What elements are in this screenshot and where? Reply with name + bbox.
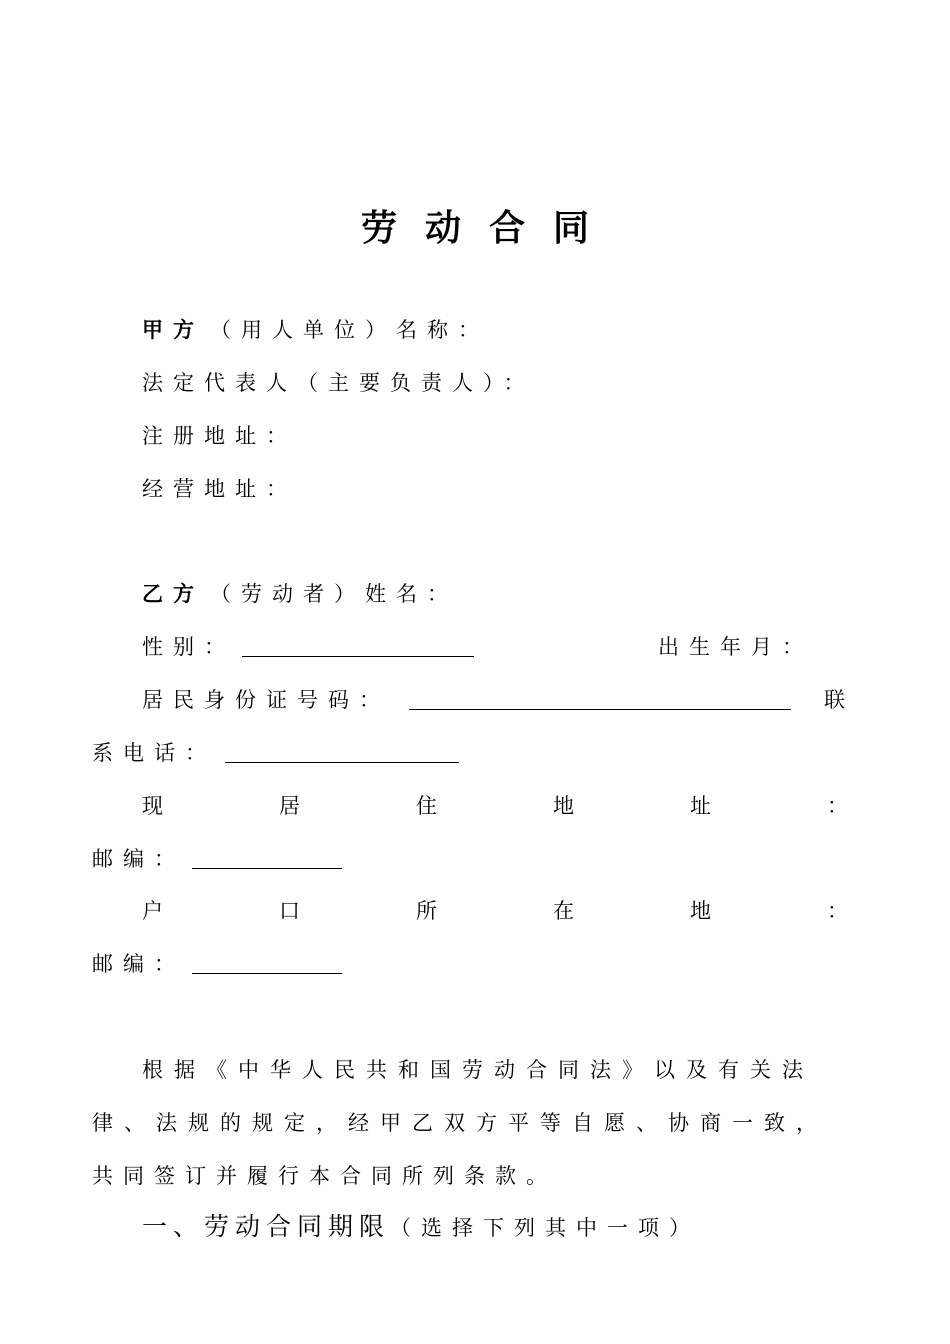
- preamble-line-2: 律、法规的规定，经甲乙双方平等自愿、协商一致，: [92, 1111, 828, 1135]
- document-title: 劳动合同: [360, 208, 617, 249]
- phone-row: [92, 738, 848, 768]
- party-a-label: 甲方: [142, 318, 204, 342]
- section-1-note: （选择下列其中一项）: [390, 1216, 701, 1240]
- preamble-line-1: 根据《中华人民共和国劳动合同法》以及有关法: [142, 1058, 814, 1082]
- postcode-field[interactable]: [192, 844, 342, 869]
- hukou-char-3: 在: [553, 899, 574, 923]
- party-a-name-row: [142, 315, 848, 345]
- id-row: [142, 685, 848, 715]
- hukou-char-0: 户: [142, 899, 163, 923]
- reg-address-row: 注册地址：: [142, 424, 297, 448]
- section-1-heading-row: [142, 1212, 848, 1242]
- gender-label: 性别：: [142, 635, 235, 659]
- hukou-row: [142, 896, 848, 926]
- current-address-char-2: 住: [416, 794, 437, 818]
- current-address-char-5: ：: [827, 794, 848, 818]
- postcode-label: 邮编：: [92, 847, 185, 871]
- current-address-char-3: 地: [553, 794, 574, 818]
- phone-label-part1: 联: [824, 688, 845, 712]
- preamble-line-3: 共同签订并履行本合同所列条款。: [92, 1164, 557, 1188]
- party-a-name-label: （用人单位）名称：: [210, 318, 489, 342]
- party-b-name-label: （劳动者）姓名：: [210, 582, 458, 606]
- hukou-char-4: 地: [690, 899, 711, 923]
- phone-label: 系电话：: [92, 741, 216, 765]
- hukou-char-5: ：: [827, 899, 848, 923]
- postcode-field-2[interactable]: [192, 949, 342, 974]
- current-address-char-4: 址: [690, 794, 711, 818]
- party-b-name-row: [142, 579, 848, 609]
- id-number-field[interactable]: [409, 685, 791, 710]
- gender-field[interactable]: [242, 632, 474, 657]
- hukou-char-2: 所: [416, 899, 437, 923]
- id-label: 居民身份证号码：: [142, 688, 390, 712]
- biz-address-row: 经营地址：: [142, 477, 297, 501]
- current-address-char-0: 现: [142, 794, 163, 818]
- current-address-row: [142, 791, 848, 821]
- postcode-row-2: [92, 949, 848, 979]
- gender-birth-row: [142, 632, 848, 662]
- hukou-char-1: 口: [279, 899, 300, 923]
- legal-rep-row: 法定代表人（主要负责人）：: [142, 371, 535, 395]
- postcode-row: [92, 844, 848, 874]
- party-b-label: 乙方: [142, 582, 204, 606]
- section-1-heading: 一、劳动合同期限: [142, 1212, 391, 1241]
- phone-field[interactable]: [225, 738, 459, 763]
- postcode-label-2: 邮编：: [92, 952, 185, 976]
- birth-label: 出生年月：: [658, 635, 813, 659]
- current-address-char-1: 居: [279, 794, 300, 818]
